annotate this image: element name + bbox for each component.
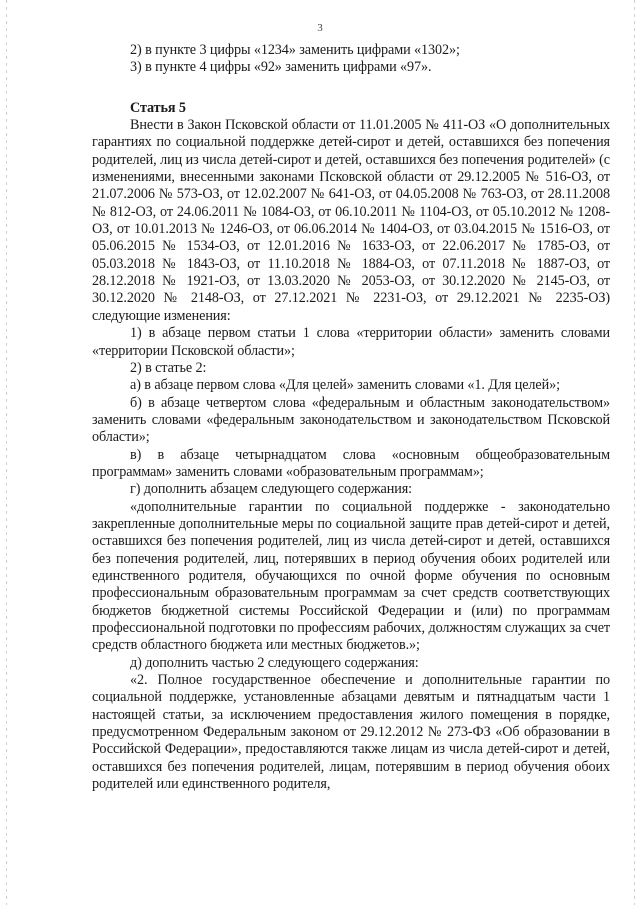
amendment-item-2: 2) в пункте 3 цифры «1234» заменить цифрами «1302»; [130, 42, 460, 58]
article-intro-paragraph: Внести в Закон Псковской области от 11.01.2005 № 411-ОЗ «О дополнительных гарантиях по социальной поддержке детей-сирот и детей, оставшихся без попечения родителей, лиц из числа детей-сирот и детей, оставшихся без попечения родителей» (с изменениями, внесенными законами Псковской области от 29.12.2005 № 516-ОЗ, от 21.07.2006 № 573-ОЗ, от 12.02.2007 № 641-ОЗ, от 04.05.2008 № 763-ОЗ, от 28.11.2008 № 812-ОЗ, от 24.06.2011 № 1084-ОЗ, от 06.10.2011 № 1104-ОЗ, от 05.10.2012 № 1208-ОЗ, от 10.01.2013 № 1246-ОЗ, от 06.06.2014 № 1404-ОЗ, от 03.04.2015 № 1516-ОЗ, от 05.06.2015 № 1534-ОЗ, от 12.01.2016 № 1633-ОЗ, от 22.06.2017 № 1785-ОЗ, от 05.03.2018 № 1843-ОЗ, от 11.10.2018 № 1884-ОЗ, от 07.11.2018 № 1887-ОЗ, от 28.12.2018 № 1921-ОЗ, от 13.03.2020 № 2053-ОЗ, от 30.12.2020 № 2145-ОЗ, от 30.12.2020 № 2148-ОЗ, от 27.12.2021 № 2231-ОЗ, от 29.12.2021 № 2235-ОЗ) следующие изменения: [92, 117, 610, 324]
change-2v-paragraph: в) в абзаце четырнадцатом слова «основным общеобразовательным программам» заменить словами «образовательным программам»; [92, 446, 610, 480]
change-2g-paragraph: г) дополнить абзацем следующего содержания: [130, 481, 412, 498]
change-2-paragraph: 2) в статье 2: [130, 359, 207, 376]
amendment-item-3: 3) в пункте 4 цифры «92» заменить цифрами «97». [130, 59, 432, 76]
quoted-part-2-paragraph: «2. Полное государственное обеспечение и дополнительные гарантии по социальной поддержке, установленные абзацами девятым и пятнадцатым части 1 настоящей статьи, за исключением предоставления жилого помещения в порядке, предусмотренном Федеральным законом от 29.12.2012 № 273-ФЗ «Об образовании в Российской Федерации», предоставляются также лицам из числа детей-сирот и детей, оставшихся без попечения родителей, лицам, потерявшим в период обучения обоих родителей или единственного родителя, [92, 672, 610, 793]
left-scan-edge [6, 0, 7, 905]
right-scan-edge [634, 0, 635, 905]
change-1-paragraph: 1) в абзаце первом статьи 1 слова «территории области» заменить словами «территории Псковской области»; [92, 325, 610, 359]
quoted-definition-paragraph: «дополнительные гарантии по социальной поддержке - законодательно закрепленные дополнительные меры по социальной защите прав детей-сирот и детей, оставшихся без попечения родителей, лиц из числа детей-сирот и детей, оставшихся без попечения родителей, лиц, потерявших в период обучения обоих родителей или единственного родителя, обучающихся по очной форме обучения по основным профессиональным образовательным программам за счет средств соответствующих бюджетов бюджетной системы Российской Федерации и (или) по программам профессиональной подготовки по профессиям рабочих, должностям служащих за счет средств областного бюджета или местных бюджетов.»; [92, 498, 610, 654]
change-2b-paragraph: б) в абзаце четвертом слова «федеральным и областным законодательством» заменить словами «федеральным законодательством и законодательством Псковской области»; [92, 394, 610, 446]
document-body [92, 42, 610, 793]
article-heading: Статья 5 [130, 99, 186, 116]
change-2d-paragraph: д) дополнить частью 2 следующего содержания: [130, 654, 419, 671]
page-number: 3 [317, 22, 323, 34]
change-2a-paragraph: а) в абзаце первом слова «Для целей» заменить словами «1. Для целей»; [130, 377, 560, 394]
